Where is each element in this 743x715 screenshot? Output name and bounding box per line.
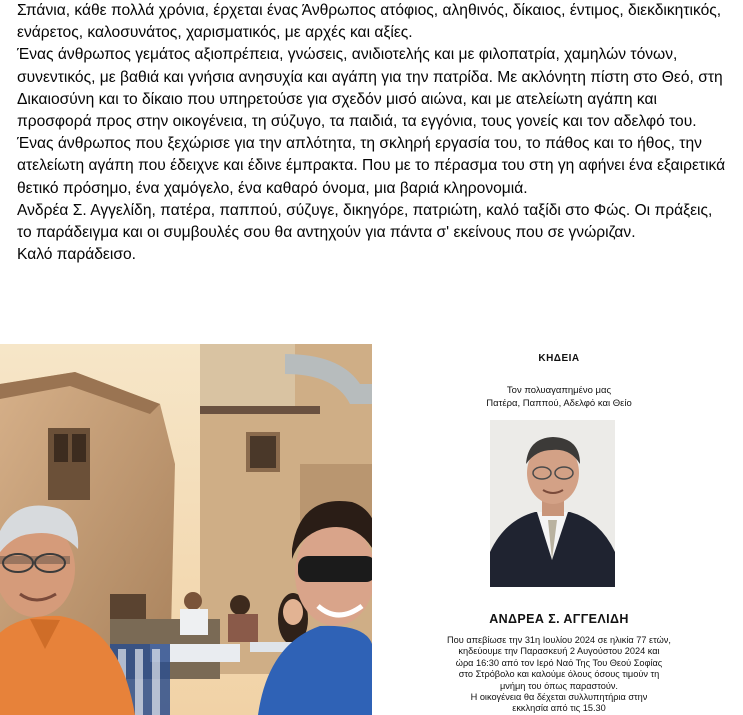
notice-intro [435, 385, 683, 410]
notice-intro-line: Τον πολυαγαπημένο μας [506, 385, 612, 396]
notice-body-line: ώρα 16:30 από τον Ιερό Ναό Της Του Θεού Σοφίας [455, 657, 663, 668]
portrait-image [490, 420, 615, 587]
notice-body-line: εκκλησία από τις 15.30 [512, 703, 606, 714]
notice-body-line: Η οικογένεια θα δέχεται συλλυπητήρια στην [470, 692, 648, 703]
post-paragraph: Σπάνια, κάθε πολλά χρόνια, έρχεται ένας Άνθρωπος ατόφιος, αληθινός, δίκαιος, έντιμος, διεκδικητικός, ενάρετος, καλοσυνάτος, χαρισματικός, με αρχές και αξίες. [17, 2, 722, 42]
family-photo[interactable] [0, 344, 372, 715]
post-text [17, 0, 729, 266]
deceased-name: ΑΝΔΡΕΑ Σ. ΑΓΓΕΛΙΔΗ [489, 612, 629, 626]
post-paragraph: Ένας άνθρωπος γεμάτος αξιοπρέπεια, γνώσεις, ανιδιοτελής και με φιλοπατρία, χαμηλών τόνων, συνεντικός, με βαθιά και γνήσια ανησυχία και αγάπη για την πατρίδα. Με ακλόνητη πίστη στο Θεό, στη Δικαιοσύνη και το δίκαιο που υπηρετούσε για σχεδόν μισό αιώνα, και με ατελείωτη αγάπη και προσφορά προς στην οικογένεια, τη σύζυγο, τα παιδιά, τα εγγόνια, τους γονείς και τον αδελφό του. [17, 46, 723, 131]
notice-body-line: μνήμη του όπως παραστούν. [500, 680, 618, 691]
post-paragraph: Ένας άνθρωπος που ξεχώρισε για την απλότητα, τη σκληρή εργασία του, το πάθος και το ήθος, την ατελείωτη αγάπη που έδειχνε και έδινε έμπρακτα. Που με το πέρασμα του στη γη αφήνει ένα εξαιρετικά θετικό πρόσημο, ένα χαμόγελο, ένα καθαρό όνομα, μια βαριά κληρονομιά. [17, 135, 726, 197]
funeral-notice[interactable] [375, 344, 743, 715]
notice-body-line: Που απεβίωσε την 31η Ιουλίου 2024 σε ηλικία 77 ετών, [447, 635, 671, 645]
post-paragraph: Καλό παράδεισο. [17, 246, 136, 264]
notice-intro-line: Πατέρα, Παππού, Αδελφό και Θείο [486, 397, 632, 409]
notice-body-line: στο Στρόβολο και καλούμε όλους όσους τιμούν τη [458, 669, 660, 680]
deceased-portrait [490, 420, 615, 587]
post-paragraph: Ανδρέα Σ. Αγγελίδη, πατέρα, παππού, σύζυγε, δικηγόρε, πατριώτη, καλό ταξίδι στο Φώς. Οι πράξεις, το παράδειγμα και οι συμβουλές σου θα αντηχούν για πάντα σ' εκείνους που σε γνώριζαν. [17, 201, 713, 242]
notice-body-line: κηδεύουμε την Παρασκευή 2 Αυγούστου 2024 και [458, 646, 660, 657]
notice-body [407, 635, 711, 715]
notice-title: ΚΗΔΕΙΑ [538, 353, 580, 364]
photo-gallery [0, 344, 743, 715]
family-photo-image [0, 344, 372, 715]
